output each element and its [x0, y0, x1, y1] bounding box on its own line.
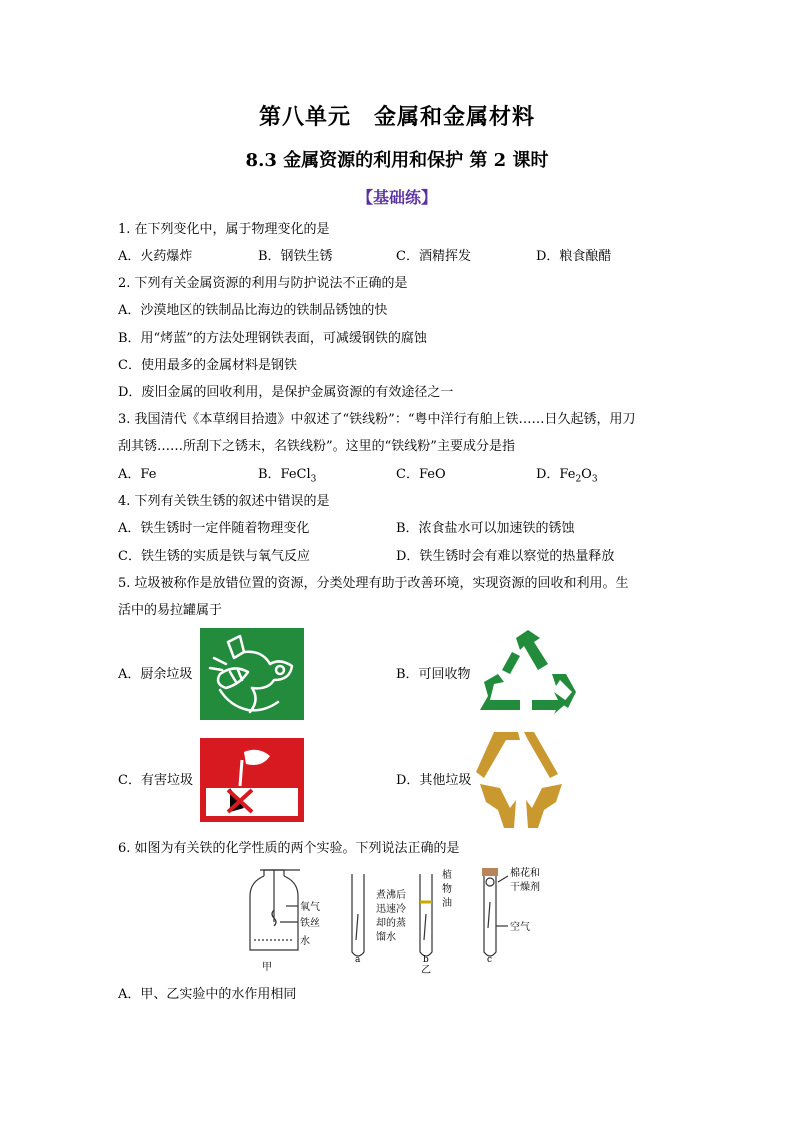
q4-option-a: A．铁生锈时一定伴随着物理变化 — [118, 521, 310, 536]
q3-option-c: C．FeO — [396, 467, 446, 482]
question-4-stem: 4. 下列有关铁生锈的叙述中错误的是 — [118, 494, 330, 509]
q5-option-b: B．可回收物 — [396, 667, 471, 682]
fig-label-oxygen: 氧气 — [300, 902, 320, 913]
q2-option-b: B．用“烤蓝”的方法处理钢铁表面，可减缓钢铁的腐蚀 — [118, 331, 427, 346]
question-6-stem: 6. 如图为有关铁的化学性质的两个实验。下列说法正确的是 — [118, 841, 460, 856]
lesson-title: 8.3 金属资源的利用和保护 第 2 课时 — [245, 150, 549, 171]
q5-option-d: D．其他垃圾 — [396, 773, 472, 788]
q5-option-c: C．有害垃圾 — [118, 773, 193, 788]
fig-label-c: c — [487, 955, 493, 965]
iron-experiment-figure — [240, 862, 560, 974]
q5-option-a: A．厨余垃圾 — [118, 667, 193, 682]
fig-label-jia: 甲 — [262, 962, 272, 973]
q1-option-a: A．火药爆炸 — [118, 249, 193, 264]
question-5-stem-line2: 活中的易拉罐属于 — [118, 603, 223, 618]
kitchen-waste-sign — [200, 628, 304, 720]
fig-label-boiled-2: 迅速冷 — [376, 904, 406, 915]
recycle-sign — [476, 630, 580, 720]
fig-label-boiled-3: 却的蒸 — [376, 918, 406, 929]
q3-option-a: A．Fe — [118, 467, 157, 482]
q3-option-b: B．FeCl$_3$ — [258, 467, 317, 485]
q6-option-a: A．甲、乙实验中的水作用相同 — [118, 987, 297, 1002]
fig-label-oil-1: 植 — [442, 870, 452, 881]
unit-title: 第八单元 金属和金属材料 — [258, 104, 535, 130]
fig-label-oil-3: 油 — [442, 898, 452, 909]
fig-label-air: 空气 — [510, 922, 530, 933]
fig-label-b: b — [423, 955, 429, 965]
fig-label-boiled-4: 馏水 — [376, 932, 396, 943]
fig-label-cotton-1: 棉花和 — [510, 868, 540, 879]
fig-label-cotton-2: 干燥剂 — [510, 882, 540, 893]
section-label: 【基础练】 — [356, 188, 437, 207]
other-waste-sign — [476, 728, 566, 830]
q1-option-d: D．粮食酿醋 — [536, 249, 612, 264]
fig-label-water: 水 — [300, 936, 310, 947]
q2-option-a: A．沙漠地区的铁制品比海边的铁制品锈蚀的快 — [118, 303, 388, 318]
fig-label-boiled-1: 煮沸后 — [376, 890, 406, 901]
q4-option-c: C．铁生锈的实质是铁与氧气反应 — [118, 549, 310, 564]
fig-label-a: a — [355, 955, 361, 965]
q1-option-b: B．钢铁生锈 — [258, 249, 333, 264]
q2-option-c: C．使用最多的金属材料是钢铁 — [118, 358, 297, 373]
q1-option-c: C．酒精挥发 — [396, 249, 471, 264]
q3-option-d: D．$Fe_2O_3$ — [536, 467, 598, 485]
question-3-stem-line1: 3. 我国清代《本草纲目拾遗》中叙述了“铁线粉”：“粤中洋行有舶上铁……日久起锈，用刀 — [118, 412, 636, 427]
question-3-stem-line2: 刮其锈……所刮下之锈末，名铁线粉”。这里的“铁线粉”主要成分是指 — [118, 439, 515, 454]
fig-label-wire: 铁丝 — [300, 918, 320, 929]
hazardous-waste-sign — [200, 738, 304, 822]
q4-option-b: B．浓食盐水可以加速铁的锈蚀 — [396, 521, 575, 536]
fig-label-oil-2: 物 — [442, 884, 452, 895]
question-2-stem: 2. 下列有关金属资源的利用与防护说法不正确的是 — [118, 276, 408, 291]
question-5-stem-line1: 5. 垃圾被称作是放错位置的资源，分类处理有助于改善环境，实现资源的回收和利用。生 — [118, 576, 629, 591]
q4-option-d: D．铁生锈时会有难以察觉的热量释放 — [396, 549, 615, 564]
question-1-stem: 1. 在下列变化中，属于物理变化的是 — [118, 222, 330, 237]
q2-option-d: D．废旧金属的回收利用，是保护金属资源的有效途径之一 — [118, 385, 454, 400]
fig-label-yi: 乙 — [421, 965, 431, 974]
